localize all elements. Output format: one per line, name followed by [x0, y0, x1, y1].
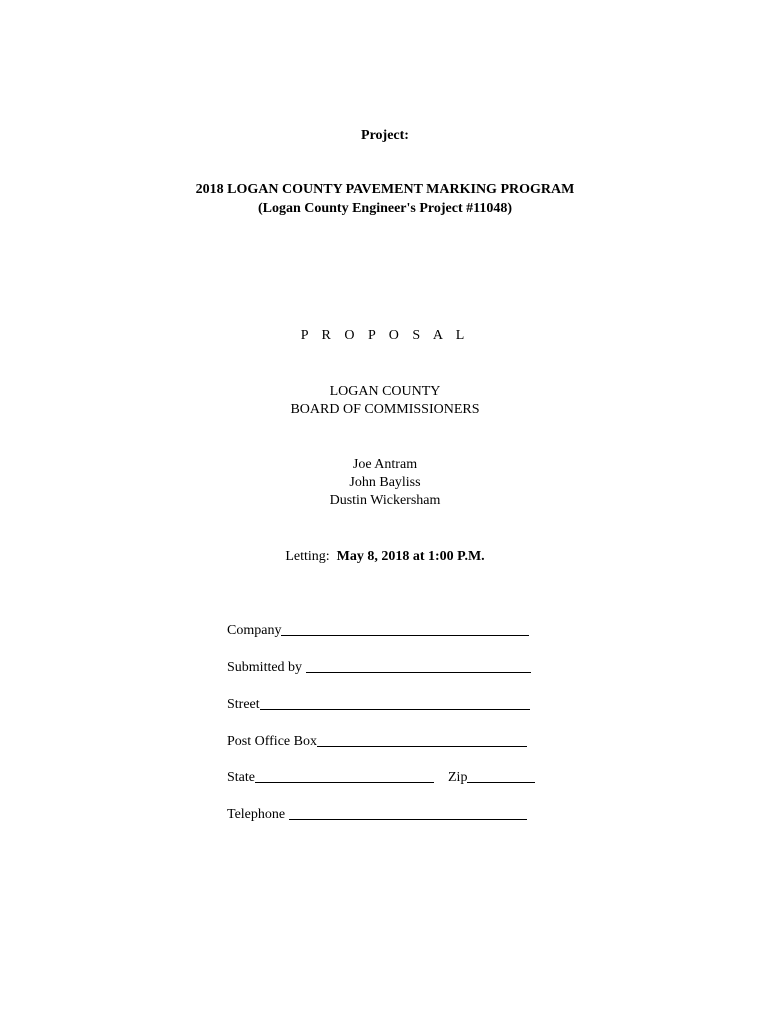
- submitted-by-field[interactable]: [306, 658, 531, 673]
- commissioner-name: John Bayliss: [349, 475, 421, 490]
- telephone-field[interactable]: [289, 805, 527, 820]
- submitted-by-row: [227, 658, 531, 678]
- street-field[interactable]: [260, 695, 530, 710]
- submitted-by-label: Submitted by: [227, 660, 303, 675]
- commissioner-name: Dustin Wickersham: [329, 493, 441, 508]
- telephone-label: Telephone: [227, 807, 286, 822]
- letting-label: Letting:: [285, 549, 330, 564]
- telephone-row: [227, 805, 527, 825]
- po-box-label: Post Office Box: [227, 734, 317, 749]
- state-field[interactable]: [255, 768, 434, 783]
- program-title: 2018 LOGAN COUNTY PAVEMENT MARKING PROGRAM: [195, 182, 575, 197]
- letting-date: May 8, 2018 at 1:00 P.M.: [336, 549, 485, 564]
- po-box-row: [227, 732, 527, 752]
- street-row: [227, 695, 530, 715]
- zip-label: Zip: [448, 770, 468, 785]
- county-name: LOGAN COUNTY: [329, 384, 441, 399]
- board-name: BOARD OF COMMISSIONERS: [290, 402, 480, 417]
- company-label: Company: [227, 623, 282, 638]
- company-field[interactable]: [281, 621, 529, 636]
- state-zip-row: [227, 768, 535, 788]
- zip-field[interactable]: [467, 768, 535, 783]
- state-label: State: [227, 770, 255, 785]
- proposal-title: P R O P O S A L: [300, 328, 470, 343]
- street-label: Street: [227, 697, 260, 712]
- letting-line: [0, 549, 770, 565]
- project-number: (Logan County Engineer's Project #11048): [257, 201, 513, 216]
- company-row: [227, 621, 529, 641]
- po-box-field[interactable]: [317, 732, 527, 747]
- project-label: Project:: [361, 128, 409, 143]
- commissioner-name: Joe Antram: [352, 457, 418, 472]
